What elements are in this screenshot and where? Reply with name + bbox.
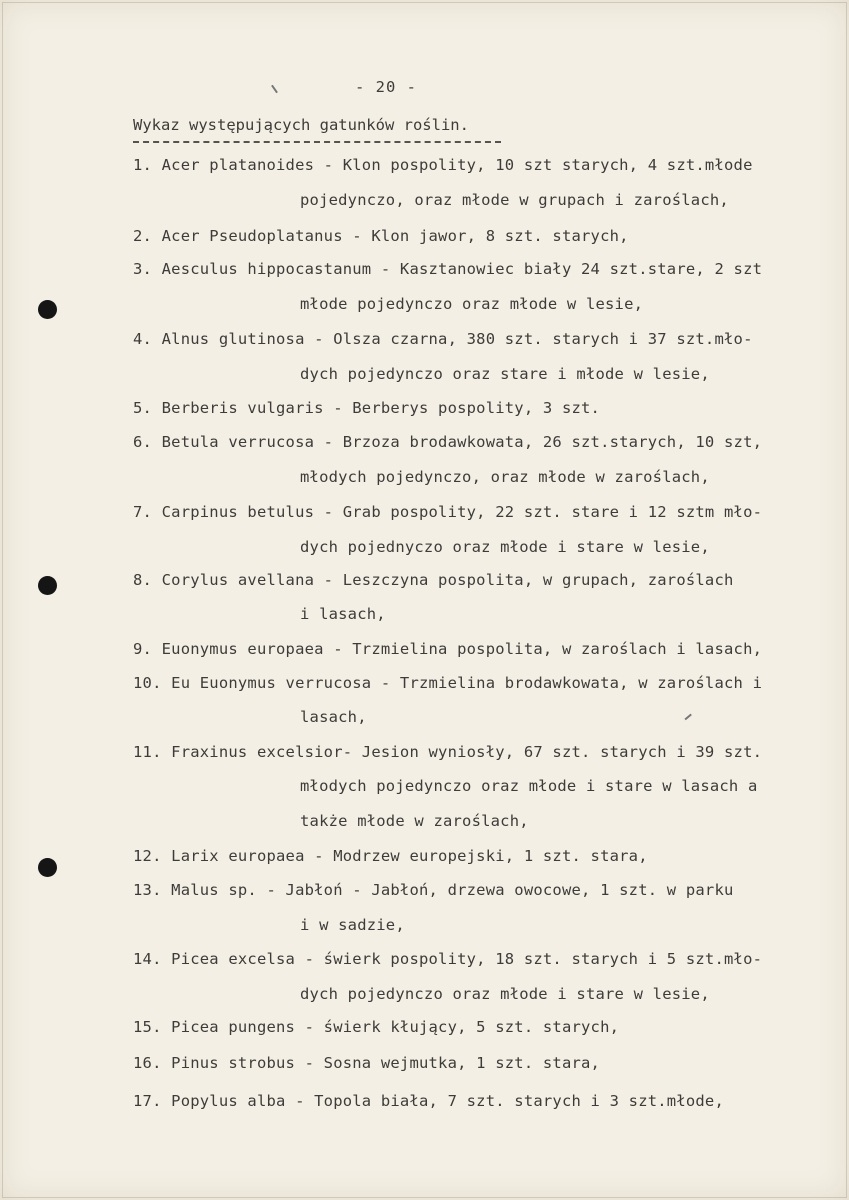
list-item-continuation: dych pojedynczo oraz stare i młode w lesie, xyxy=(300,365,710,383)
list-item: 3. Aesculus hippocastanum - Kasztanowiec biały 24 szt.stare, 2 szt xyxy=(133,260,763,278)
list-item-continuation: także młode w zaroślach, xyxy=(300,812,529,830)
list-item-continuation: młode pojedynczo oraz młode w lesie, xyxy=(300,295,644,313)
punch-hole xyxy=(38,576,57,595)
pencil-mark xyxy=(684,714,691,720)
list-item: 10. Eu Euonymus verrucosa - Trzmielina brodawkowata, w zaroślach i xyxy=(133,674,763,692)
list-item-continuation: młodych pojedynczo, oraz młode w zaroślach, xyxy=(300,468,710,486)
list-item-continuation: i lasach, xyxy=(300,605,386,623)
list-item: 5. Berberis vulgaris - Berberys pospolity, 3 szt. xyxy=(133,399,601,417)
list-item-continuation: młodych pojedynczo oraz młode i stare w lasach a xyxy=(300,777,758,795)
list-item: 13. Malus sp. - Jabłoń - Jabłoń, drzewa owocowe, 1 szt. w parku xyxy=(133,881,734,899)
list-item: 17. Popylus alba - Topola biała, 7 szt. starych i 3 szt.młode, xyxy=(133,1092,724,1110)
list-item-continuation: i w sadzie, xyxy=(300,916,405,934)
list-item: 12. Larix europaea - Modrzew europejski, 1 szt. stara, xyxy=(133,847,648,865)
pencil-mark xyxy=(271,85,278,94)
list-item: 7. Carpinus betulus - Grab pospolity, 22 szt. stare i 12 sztm mło- xyxy=(133,503,763,521)
list-item: 15. Picea pungens - świerk kłujący, 5 szt. starych, xyxy=(133,1018,620,1036)
punch-hole xyxy=(38,300,57,319)
list-item-continuation: dych pojedynczo oraz młode i stare w lesie, xyxy=(300,985,710,1003)
list-item-continuation: dych pojednyczo oraz młode i stare w lesie, xyxy=(300,538,710,556)
title-underline xyxy=(133,141,501,143)
list-item: 8. Corylus avellana - Leszczyna pospolita, w grupach, zaroślach xyxy=(133,571,734,589)
page-title: Wykaz występujących gatunków roślin. xyxy=(133,116,469,134)
list-item: 14. Picea excelsa - świerk pospolity, 18 szt. starych i 5 szt.mło- xyxy=(133,950,763,968)
list-item: 1. Acer platanoides - Klon pospolity, 10 szt starych, 4 szt.młode xyxy=(133,156,753,174)
list-item-continuation: pojedynczo, oraz młode w grupach i zaroślach, xyxy=(300,191,729,209)
list-item: 6. Betula verrucosa - Brzoza brodawkowata, 26 szt.starych, 10 szt, xyxy=(133,433,763,451)
page-number: - 20 - xyxy=(355,78,417,96)
list-item: 9. Euonymus europaea - Trzmielina pospolita, w zaroślach i lasach, xyxy=(133,640,763,658)
list-item: 4. Alnus glutinosa - Olsza czarna, 380 szt. starych i 37 szt.mło- xyxy=(133,330,753,348)
punch-hole xyxy=(38,858,57,877)
list-item: 11. Fraxinus excelsior- Jesion wyniosły, 67 szt. starych i 39 szt. xyxy=(133,743,763,761)
list-item: 16. Pinus strobus - Sosna wejmutka, 1 szt. stara, xyxy=(133,1054,601,1072)
list-item: 2. Acer Pseudoplatanus - Klon jawor, 8 szt. starych, xyxy=(133,227,629,245)
list-item-continuation: lasach, xyxy=(300,708,367,726)
